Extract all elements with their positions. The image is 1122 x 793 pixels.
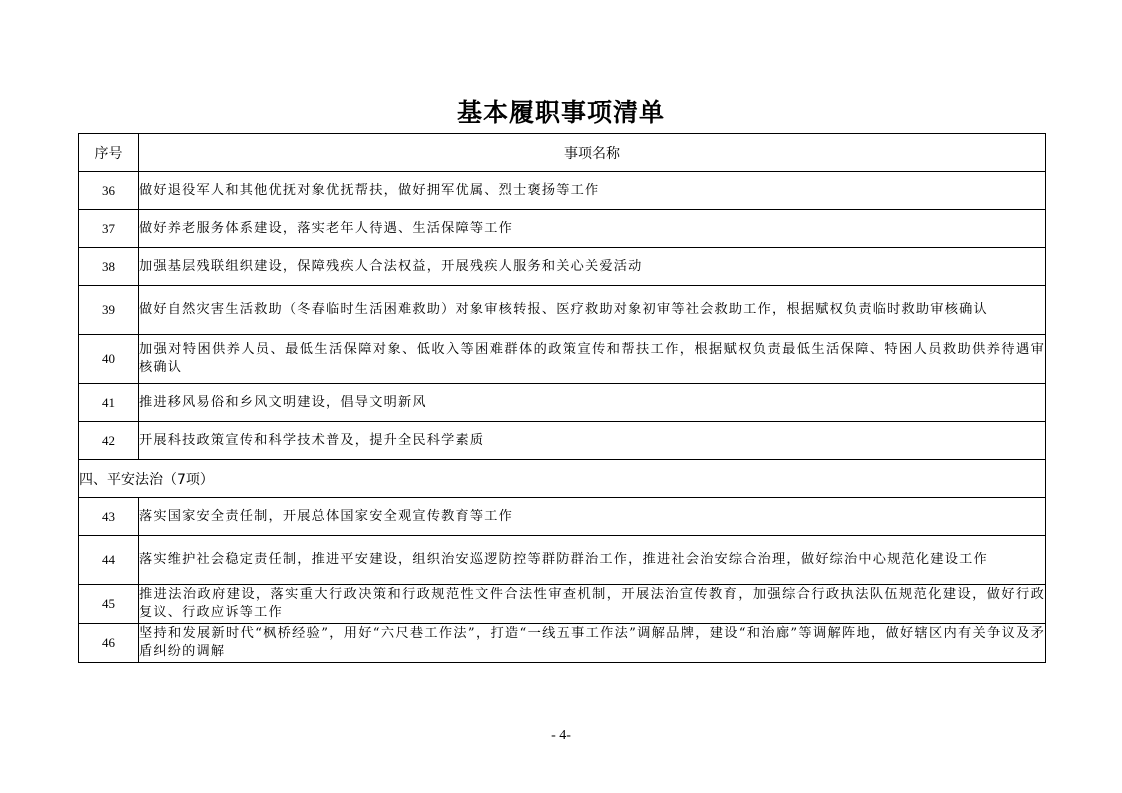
row-number: 37 (79, 210, 139, 248)
row-text: 做好自然灾害生活救助（冬春临时生活困难救助）对象审核转报、医疗救助对象初审等社会救助工作，根据赋权负责临时救助审核确认 (139, 286, 1046, 335)
table-row (79, 384, 1046, 422)
row-number: 40 (79, 335, 139, 384)
row-number: 45 (79, 585, 139, 624)
row-text: 做好养老服务体系建设，落实老年人待遇、生活保障等工作 (139, 210, 1046, 248)
row-number: 43 (79, 498, 139, 536)
row-text: 开展科技政策宣传和科学技术普及，提升全民科学素质 (139, 422, 1046, 460)
table-row (79, 585, 1046, 624)
row-number: 41 (79, 384, 139, 422)
row-number: 42 (79, 422, 139, 460)
header-number: 序号 (79, 134, 139, 172)
row-text: 坚持和发展新时代“枫桥经验”，用好“六尺巷工作法”，打造“一线五事工作法”调解品牌，建设“和治廊”等调解阵地，做好辖区内有关争议及矛盾纠纷的调解 (139, 624, 1046, 663)
table-row (79, 248, 1046, 286)
row-text: 落实维护社会稳定责任制，推进平安建设，组织治安巡逻防控等群防群治工作，推进社会治安综合治理，做好综治中心规范化建设工作 (139, 536, 1046, 585)
table-row (79, 172, 1046, 210)
table-row (79, 498, 1046, 536)
row-number: 44 (79, 536, 139, 585)
table-row (79, 286, 1046, 335)
row-number: 36 (79, 172, 139, 210)
row-text: 加强基层残联组织建设，保障残疾人合法权益，开展残疾人服务和关心关爱活动 (139, 248, 1046, 286)
row-number: 38 (79, 248, 139, 286)
table-row (79, 335, 1046, 384)
table-row (79, 624, 1046, 663)
items-table (78, 133, 1046, 663)
row-text: 推进移风易俗和乡风文明建设，倡导文明新风 (139, 384, 1046, 422)
table-row (79, 210, 1046, 248)
row-text: 落实国家安全责任制，开展总体国家安全观宣传教育等工作 (139, 498, 1046, 536)
row-text: 加强对特困供养人员、最低生活保障对象、低收入等困难群体的政策宣传和帮扶工作，根据赋权负责最低生活保障、特困人员救助供养待遇审核确认 (139, 335, 1046, 384)
row-text: 做好退役军人和其他优抚对象优抚帮扶，做好拥军优属、烈士褒扬等工作 (139, 172, 1046, 210)
row-number: 46 (79, 624, 139, 663)
row-text: 推进法治政府建设，落实重大行政决策和行政规范性文件合法性审查机制，开展法治宣传教育，加强综合行政执法队伍规范化建设，做好行政复议、行政应诉等工作 (139, 585, 1046, 624)
section-heading: 四、平安法治（7项） (79, 460, 1046, 498)
table-row (79, 422, 1046, 460)
page-number: - 4- (551, 728, 571, 743)
row-number: 39 (79, 286, 139, 335)
page-title: 基本履职事项清单 (456, 98, 665, 127)
table-header-row (79, 134, 1046, 172)
header-name: 事项名称 (139, 134, 1046, 172)
section-row (79, 460, 1046, 498)
table-row (79, 536, 1046, 585)
